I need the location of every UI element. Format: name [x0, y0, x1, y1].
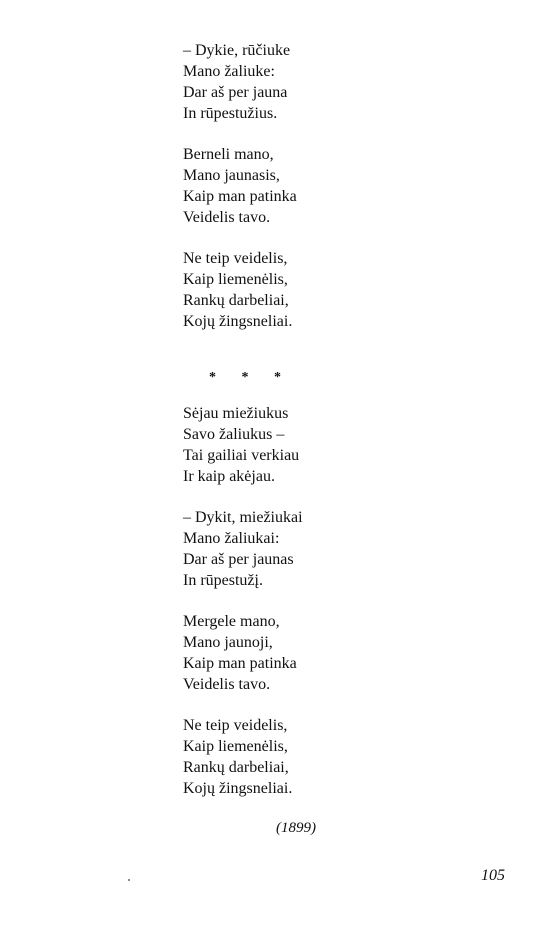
poem-line: Ne teip veidelis, — [183, 250, 288, 267]
stanza-gap — [183, 487, 403, 507]
poem-line: Dar aš per jauna — [183, 84, 288, 101]
stanza — [183, 611, 403, 695]
stanza-gap — [183, 591, 403, 611]
print-speck — [128, 879, 130, 881]
page-number: 105 — [481, 867, 505, 884]
poem-line: Berneli mano, — [183, 146, 274, 163]
poem-line: Mano žaliukai: — [183, 530, 280, 547]
stanza — [183, 248, 383, 332]
poem-line: Kaip man patinka — [183, 655, 297, 672]
poem-line: Ir kaip akėjau. — [183, 468, 275, 485]
poem-line: Kojų žingsneliai. — [183, 313, 293, 330]
poem-line: Dar aš per jaunas — [183, 551, 294, 568]
poem-line: In rūpestužius. — [183, 105, 278, 122]
poem-line: Mano žaliuke: — [183, 63, 275, 80]
poem-line: Kaip liemenėlis, — [183, 738, 288, 755]
poem-section-1 — [183, 40, 383, 332]
stanza-gap — [183, 695, 403, 715]
poem-date: (1899) — [276, 820, 316, 836]
poem-line: Mano jaunoji, — [183, 634, 273, 651]
poem-line: In rūpestužį. — [183, 572, 263, 589]
poem-line: Rankų darbeliai, — [183, 292, 289, 309]
stanza — [183, 144, 383, 228]
stanza — [183, 507, 403, 591]
poem-line: Ne teip veidelis, — [183, 717, 288, 734]
section-separator: * * * — [209, 370, 292, 385]
stanza-gap — [183, 228, 383, 248]
poem-line: – Dykie, rūčiuke — [183, 42, 291, 59]
stanza-gap — [183, 124, 383, 144]
poem-line: Kaip liemenėlis, — [183, 271, 288, 288]
poem-line: Kojų žingsneliai. — [183, 780, 293, 797]
poem-line: Sėjau miežiukus — [183, 405, 289, 422]
poem-line: Savo žaliukus – — [183, 426, 285, 443]
poem-line: Kaip man patinka — [183, 188, 297, 205]
stanza — [183, 403, 403, 487]
poem-line: Veidelis tavo. — [183, 209, 271, 226]
poem-line: – Dykit, miežiukai — [183, 509, 303, 526]
poem-line: Veidelis tavo. — [183, 676, 271, 693]
poem-line: Mergele mano, — [183, 613, 280, 630]
stanza — [183, 715, 403, 799]
poem-line: Rankų darbeliai, — [183, 759, 289, 776]
stanza — [183, 40, 383, 124]
poem-line: Tai gailiai verkiau — [183, 447, 300, 464]
poem-section-2 — [183, 403, 403, 799]
poem-line: Mano jaunasis, — [183, 167, 280, 184]
